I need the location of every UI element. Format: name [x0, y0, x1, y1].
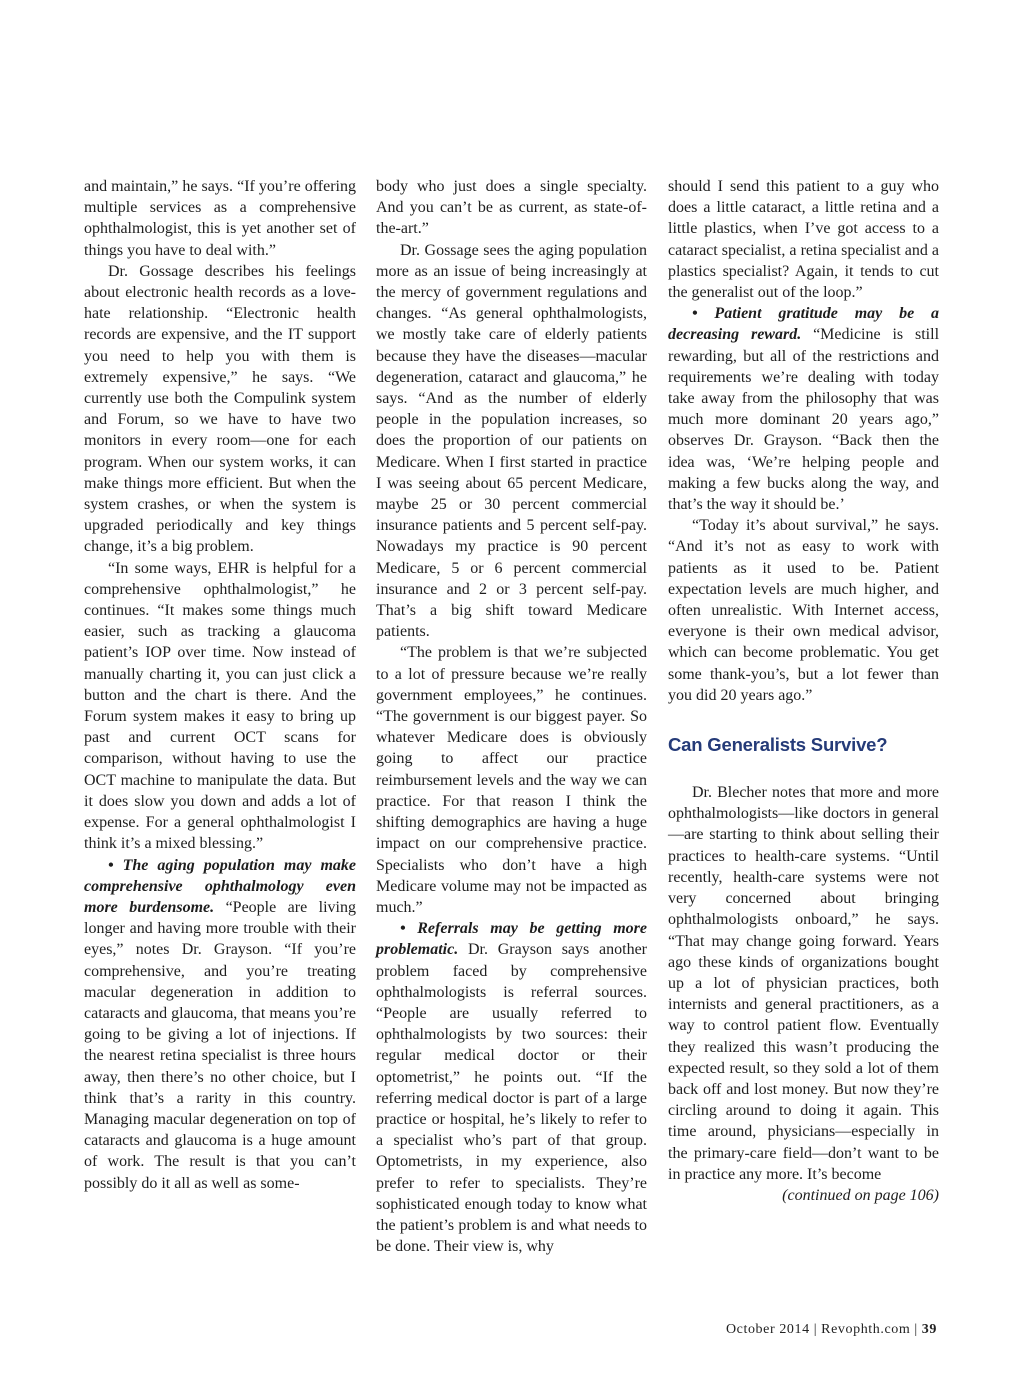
paragraph: Dr. Blecher notes that more and more ophthalmologists—like doctors in general—are starting to think about selling their practices to health-care systems. “Until recently, health-care systems were not very concerned about bringing ophthalmologists onboard,” he says. “That may change going forward. Years ago these kinds of organizations bought up a lot of physician practices, both internists and general practitioners, as a way to control patient flow. Eventually they realized this wasn’t producing the expected result, so they sold a lot of them back off and lost money. But now they’re circling around to doing it again. This time around, physicians—especially in the primary-care field—don’t want to be in practice any more. It’s become — [668, 784, 939, 1183]
column-1 — [84, 176, 356, 1194]
column-2 — [376, 176, 647, 1257]
bullet-heading: • Patient gratitude may be a decreasing reward. — [668, 305, 939, 344]
section-heading: Can Generalists Survive? — [668, 734, 888, 756]
paragraph-text: “Medicine is still rewarding, but all of the restrictions and requirements we’re dealing with today take away from the philosophy that was much more dominant 20 years ago,” observes Dr. Grayson. “Back then the idea was, ‘We’re helping people and making a few bucks along the way, and that’s the way it should be.’ — [668, 326, 940, 514]
footer-separator: | — [813, 1322, 818, 1337]
paragraph: body who just does a single specialty. And you can’t be as current, as state-of-the-art.” — [376, 178, 647, 238]
paragraph: and maintain,” he says. “If you’re offering multiple services as a comprehensive ophthalmologist, this is yet another set of things you have to deal with.” — [84, 178, 356, 259]
footer-separator: | — [914, 1322, 918, 1337]
paragraph-text: Dr. Grayson says another problem faced by comprehensive ophthalmologists is referral sources. “People are usually referred to ophthalmologists by two sources: their regular medical doctor or their optometrist,” he points out. “If the referring medical doctor is part of a large practice or hospital, he’s likely to refer to a specialist who’s part of that group. Optometrists, in my experience, also prefer to refer to specialists. They’re sophisticated enough today to know what the patient’s problem is and what needs to be done. Their view is, why — [376, 941, 647, 1256]
paragraph: “Today it’s about survival,” he says. “And it’s not as easy to work with patients as it used to be. Patient expectation levels are much higher, and often unrealistic. With Internet access, everyone is their own medical advisor, which can become problematic. You get some thank-you’s, but a lot fewer than you did 20 years ago.” — [668, 517, 939, 704]
website: Revophth.com — [821, 1322, 911, 1337]
issue-date: October 2014 — [725, 1322, 810, 1337]
column-3 — [668, 176, 939, 1206]
bullet-heading: • Referrals may be getting more problematic. — [376, 920, 647, 959]
paragraph: Dr. Gossage describes his feelings about electronic health records as a love-hate relationship. “Electronic health records are expensive, and the IT support you need to help you with them is extremely expensive,” he says. “We currently use both the Compulink system and Forum, so we have to have two monitors in every room—one for each program. When our system works, it can make things more efficient. But when the system crashes, or when the system is upgraded periodically and key things change, it’s a big problem. — [84, 262, 356, 556]
paragraph: should I send this patient to a guy who does a little cataract, a little retina and a little plastics, when I’ve got access to a cataract specialist, a retina specialist and a plastics specialist? Again, it tends to cut the generalist out of the loop.” — [668, 178, 939, 302]
paragraph — [376, 918, 647, 1257]
paragraph-text: “People are living longer and having more trouble with their eyes,” notes Dr. Grayson. “If you’re comprehensive, and you’re treating macular degeneration in addition to cataracts and glaucoma, that means you’re going to be giving a lot of injections. If the nearest retina specialist is three hours away, then there’s no other choice, but I think that’s a rarity in this country. Managing macular degeneration on top of cataracts and glaucoma is a huge amount of work. The result is that you can’t possibly do it all as well as some- — [84, 898, 356, 1192]
paragraph: “The problem is that we’re subjected to a lot of pressure because we’re really government employees,” he continues. “The government is our biggest payer. So whatever Medicare does is obviously going to affect our practice reimbursement levels and the way we can practice. For that reason I think the shifting demographics are having a huge impact on our comprehensive practice. Specialists who don’t have a high Medicare volume may not be impacted as much.” — [376, 644, 647, 916]
paragraph — [84, 855, 356, 1194]
paragraph: Dr. Gossage sees the aging population more as an issue of being increasingly at the mercy of government regulations and changes. “As general ophthalmologists, we mostly take care of elderly patients because they have the diseases—macular degeneration, cataract and glaucoma,” he says. “And as the number of elderly people in the population increases, so does the proportion of our patients on Medicare. When I first started in practice I was seeing about 65 percent Medicare, maybe 25 or 30 percent commercial insurance patients and 5 percent self-pay. Nowadays my practice is 90 percent Medicare, 5 or 6 percent commercial insurance and 2 or 3 percent self-pay. That’s a big shift toward Medicare patients. — [376, 241, 647, 641]
page-footer — [726, 1322, 937, 1338]
bullet-heading: • The aging population may make comprehensive ophthalmology even more burdensome. — [84, 856, 356, 916]
page-number: 39 — [921, 1322, 937, 1337]
paragraph: “In some ways, EHR is helpful for a comprehensive ophthalmologist,” he continues. “It makes some things much easier, such as tracking a glaucoma patient’s IOP over time. Now instead of manually charting it, you can just click a button and the chart is there. And the Forum system makes it easy to bring up past and current OCT scans for comparison, without having to use the OCT machine to manipulate the data. But it does slow you down and adds a lot of expense. For a general ophthalmologist I think it’s a mixed blessing.” — [84, 559, 356, 853]
paragraph — [668, 303, 939, 515]
continued-note: (continued on page 106) — [782, 1186, 939, 1204]
